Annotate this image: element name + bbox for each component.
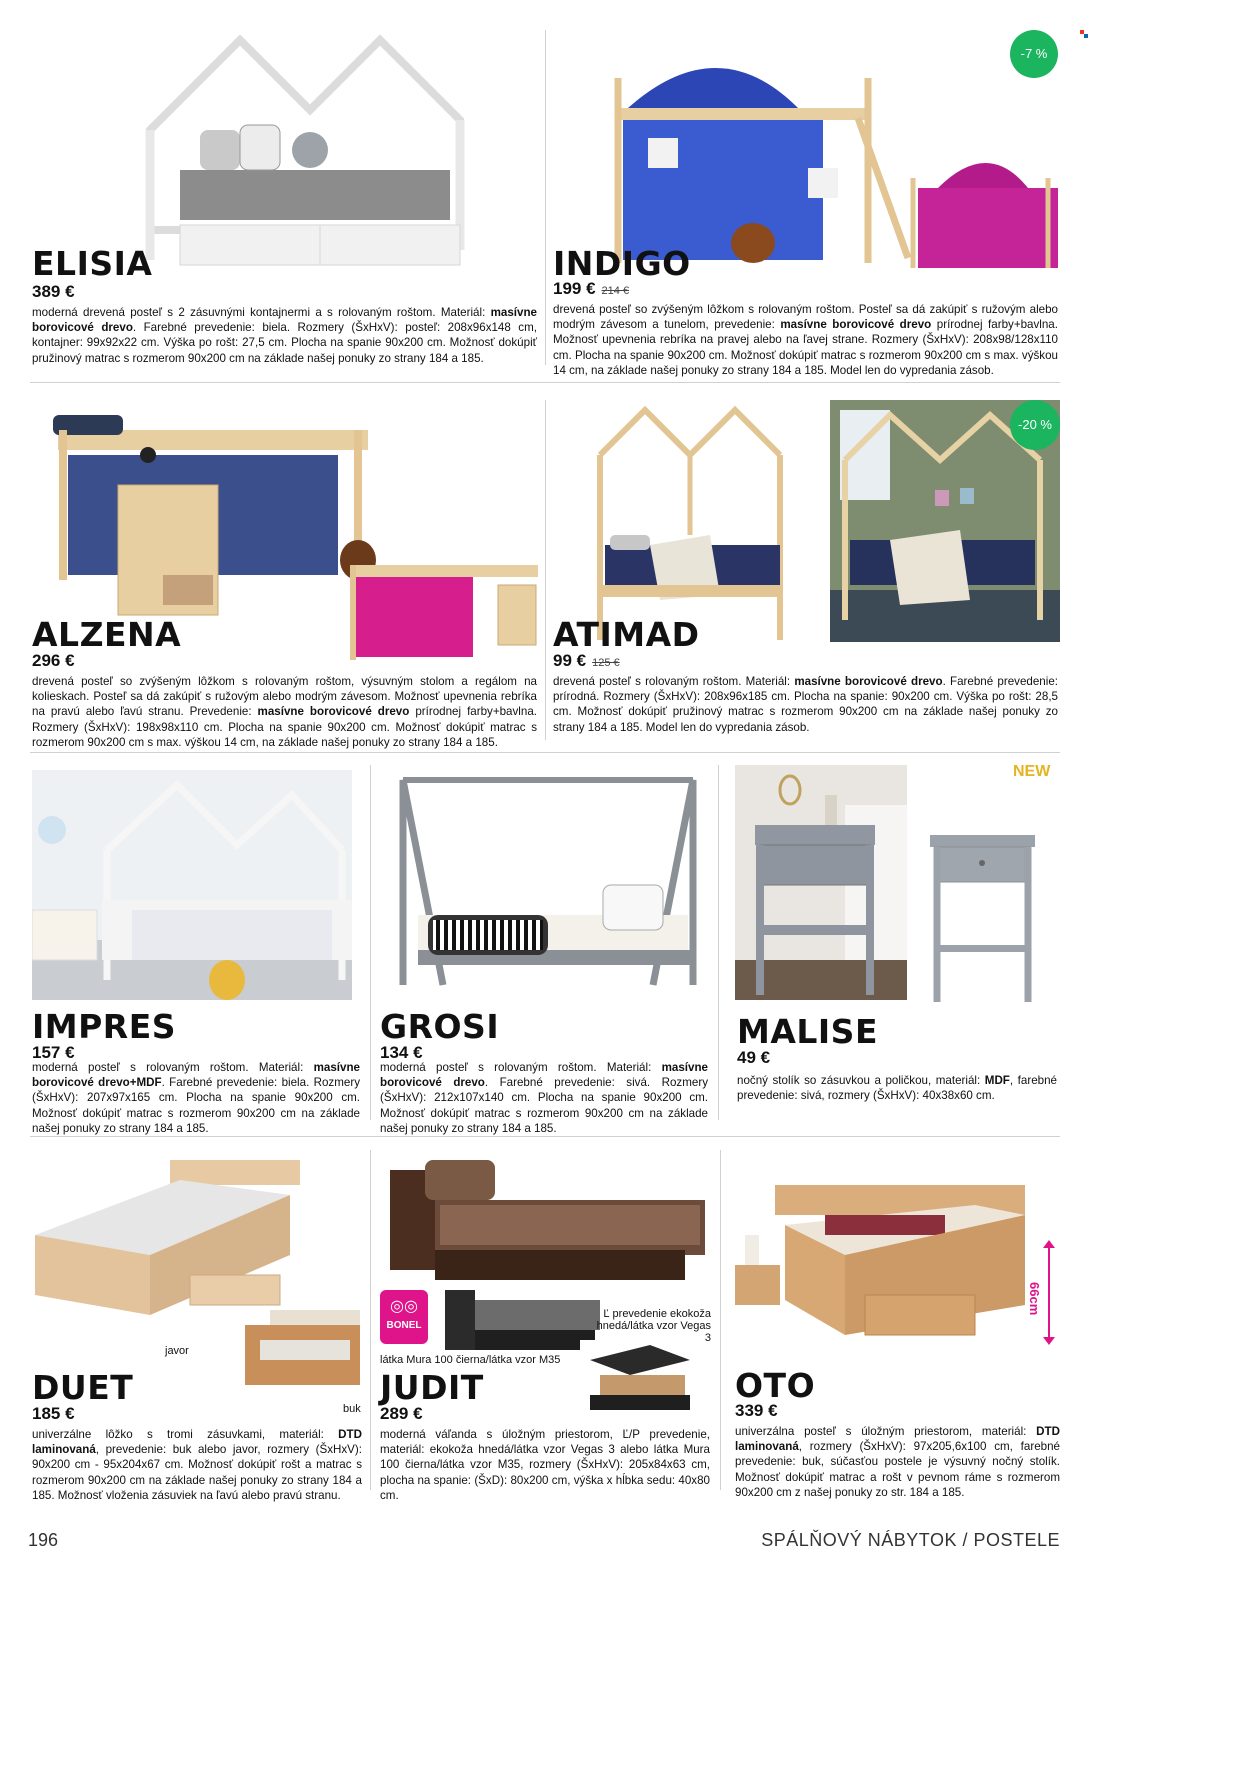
malise-image-product xyxy=(925,830,1040,1005)
product-name-judit: JUDIT xyxy=(380,1368,484,1407)
duet-image xyxy=(30,1155,365,1400)
product-desc-atimad: drevená posteľ s rolovaným roštom. Materiál: masívne borovicové drevo. Farebné prevedenie: prírodná. Rozmery (ŠxHxV): 208x96x185 cm. Plocha na spanie: 90x200 cm. Výška po rošt: 28,5 cm. Možnosť dokúpiť pružinový matrac s rozmerom 90x200 cm na základe našej ponuky zo strany 184 a 185. Model len do vypredania zásob. xyxy=(553,675,1058,734)
product-desc-elisia: moderná drevená posteľ s 2 zásuvnými kontajnermi a s rolovaným roštom. Materiál: masívne borovicové drevo. Farebné prevedenie: biela. Rozmery (ŠxHxV): posteľ: 208x96x148 cm, kontajner: 99x92x22 cm. Výška po rošt: 27,5 cm. Plocha na spanie 90x200 cm. Možnosť dokúpiť pružinový matrac s rozmerom 90x200 cm na základe našej ponuky zo strany 184 a 185. xyxy=(32,306,537,365)
product-desc-impres: moderná posteľ s rolovaným roštom. Materiál: masívne borovicové drevo+MDF. Farebné prevedenie: biela. Rozmery (ŠxHxV): 207x97x165 cm. Plocha na spanie 90x200 cm. Možnosť dokúpiť matrac s rozmerom 90x200 cm na základe našej ponuky zo strany 184 a 185. xyxy=(32,1061,360,1135)
discount-badge-indigo: -7 % xyxy=(1010,30,1058,78)
product-price-indigo: 199 € 214 € xyxy=(553,279,630,298)
impres-image xyxy=(32,770,352,1000)
product-name-oto: OTO xyxy=(735,1366,816,1405)
product-name-impres: IMPRES xyxy=(32,1007,177,1046)
divider xyxy=(545,30,546,365)
product-desc-malise: nočný stolík so zásuvkou a poličkou, materiál: MDF, farebné prevedenie: sivá, rozmery (ŠxHxV): 40x38x60 cm. xyxy=(737,1074,1058,1103)
product-desc-oto: univerzálna posteľ s úložným priestorom, materiál: DTD laminovaná, rozmery (ŠxHxV): 97x205,6x100 cm, farebné prevedenie: buk, súčasťou postele je výsuvný nočný stolík. Možnosť dokúpiť matrac a rošt v pevnom ráme s rozmerom 90x200 cm z našej ponuky zo str. 184 a 185. xyxy=(735,1425,1060,1499)
product-price-malise: 49 € xyxy=(737,1048,771,1067)
divider xyxy=(30,1136,1060,1137)
oto-image xyxy=(735,1185,1035,1385)
product-price-oto: 339 € xyxy=(735,1401,778,1420)
product-name-malise: MALISE xyxy=(737,1012,878,1051)
product-name-alzena: ALZENA xyxy=(32,615,182,654)
duet-label-buk: buk xyxy=(343,1403,361,1415)
divider xyxy=(545,400,546,740)
judit-label-right: Ľ prevedenie ekokoža hnedá/látka vzor Vegas 3 xyxy=(596,1308,711,1344)
product-name-duet: DUET xyxy=(32,1368,134,1407)
divider xyxy=(30,752,1060,753)
product-price-grosi: 134 € xyxy=(380,1043,423,1062)
product-price-impres: 157 € xyxy=(32,1043,75,1062)
product-desc-indigo: drevená posteľ so zvýšeným lôžkom s rolovaným roštom. Posteľ sa dá zakúpiť s ružovým alebo modrým závesom a tunelom, prevedenie: masívne borovicové drevo prírodnej farby+bavlna. Možnosť upevnenia rebríka na pravej alebo na ľavej strane. Rozmery (ŠxHxV): 208x98/128x110 cm. Plocha na spanie 90x200 cm. Možnosť dokúpiť matrac s rozmerom 90x200 cm s max. výškou 14 cm, na základe našej ponuky zo strany 184 a 185. Model len do vypredania zásob. xyxy=(553,303,1058,377)
divider xyxy=(370,1150,371,1490)
product-desc-grosi: moderná posteľ s rolovaným roštom. Materiál: masívne borovicové drevo. Farebné prevedenie: sivá. Rozmery (ŠxHxV): 212x107x140 cm. Plocha na spanie 90x200 cm. Možnosť dokúpiť matrac s rozmerom 90x200 cm na základe našej ponuky zo strany 184 a 185. xyxy=(380,1061,708,1135)
bonel-badge: ◎◎ BONEL xyxy=(380,1290,428,1344)
atimad-image-product xyxy=(590,405,790,645)
page-number: 196 xyxy=(28,1530,59,1550)
discount-badge-atimad: -20 % xyxy=(1010,400,1060,450)
divider xyxy=(370,765,371,1120)
judit-label-left: látka Mura 100 čierna/látka vzor M35 xyxy=(380,1354,561,1366)
product-price-atimad: 99 € 125 € xyxy=(553,651,620,670)
product-name-elisia: ELISIA xyxy=(32,244,153,283)
height-label: 66cm xyxy=(1027,1282,1042,1316)
elisia-image xyxy=(130,30,490,270)
product-price-duet: 185 € xyxy=(32,1404,75,1423)
divider xyxy=(30,382,1060,383)
malise-image-room xyxy=(735,765,907,1000)
product-price-alzena: 296 € xyxy=(32,651,75,670)
divider xyxy=(720,1150,721,1490)
product-name-indigo: INDIGO xyxy=(553,244,691,283)
height-indicator xyxy=(1040,1240,1058,1345)
product-price-elisia: 389 € xyxy=(32,282,75,301)
indigo-image xyxy=(608,38,1063,273)
product-desc-judit: moderná váľanda s úložným priestorom, Ľ/P prevedenie, materiál: ekokoža hnedá/látka vzor Vegas 3 alebo látka Mura 100 čierna/látka vzor M35, rozmery (ŠxHxV): 205x84x63 cm, plocha na spanie: (ŠxD): 80x200 cm, výška x hĺbka sedu: 40x80 cm. xyxy=(380,1428,710,1502)
divider xyxy=(718,765,719,1120)
section-title: SPÁLŇOVÝ NÁBYTOK / POSTELE xyxy=(761,1530,1060,1550)
spring-icon: ◎◎ xyxy=(390,1298,418,1315)
old-price-indigo: 214 € xyxy=(601,285,630,297)
judit-image-open xyxy=(580,1340,700,1415)
product-name-atimad: ATIMAD xyxy=(553,615,700,654)
brand-mark xyxy=(1080,30,1088,38)
product-price-judit: 289 € xyxy=(380,1404,423,1423)
old-price-atimad: 125 € xyxy=(592,657,620,669)
new-badge-malise: NEW xyxy=(1013,763,1051,780)
product-desc-duet: univerzálne lôžko s tromi zásuvkami, materiál: DTD laminovaná, prevedenie: buk alebo javor, rozmery (ŠxHxV): 90x200 cm - 95x204x67 cm. Možnosť dokúpiť rošt a matrac s rozmerom 90x200 cm na základe našej ponuky zo strany 184 a 185. Možnosť vloženia zásuviek na ľavú alebo pravú stranu. xyxy=(32,1428,362,1502)
product-name-grosi: GROSI xyxy=(380,1007,500,1046)
product-desc-alzena: drevená posteľ so zvýšeným lôžkom s rolovaným roštom, výsuvným stolom a regálom na kolieskach. Posteľ sa dá zakúpiť s ružovým alebo modrým závesom. Možnosť upevnenia rebríka na pravú alebo ľavú stranu. Prevedenie: masívne borovicové drevo prírodnej farby+bavlna. Rozmery (ŠxHxV): 198x98x110 cm. Plocha na spanie 90x200 cm. Možnosť dokúpiť matrac s rozmerom 90x200 cm s max. výškou 14 cm, na základe našej ponuky zo strany 184 a 185. xyxy=(32,675,537,749)
judit-image-brown xyxy=(385,1155,715,1290)
duet-label-javor: javor xyxy=(165,1345,189,1357)
grosi-image xyxy=(388,775,708,1005)
